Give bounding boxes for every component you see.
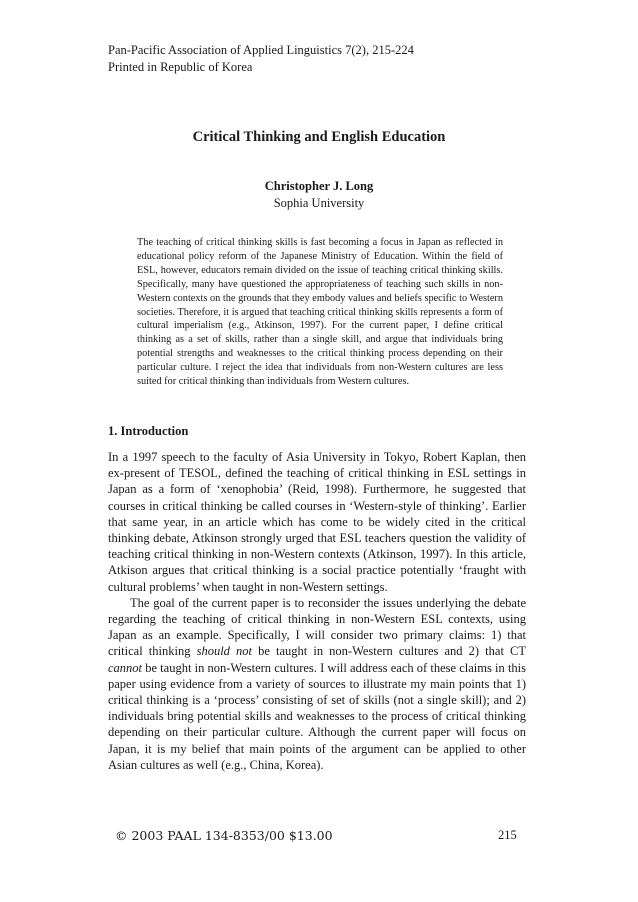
section-heading: 1. Introduction xyxy=(108,424,189,438)
paper-title: Critical Thinking and English Education xyxy=(192,129,446,145)
paragraph-1: In a 1997 speech to the faculty of Asia University in Tokyo, Robert Kaplan, then ex-present of TESOL, defined the teaching of critical thinking in ESL settings in Japan as a form of ‘xenophobia’ (Reid, 1998). Furthermore, he suggested that courses in critical thinking be called courses in ‘Western-style of thinking’. Earlier that same year, in an article which has come to be widely cited in the critical thinking debate, Atkinson strongly urged that ESL teachers question the validity of teaching critical thinking in non-Western contexts (Atkinson, 1997). In this article, Atkison argues that critical thinking is a social practice potentially ‘fraught with cultural problems’ when taught in non-Western settings. xyxy=(108,450,526,594)
paragraph-2-part-2: be taught in non-Western cultures and 2) that CT xyxy=(252,644,526,659)
journal-citation: Pan-Pacific Association of Applied Linguistics 7(2), 215-224 xyxy=(108,43,414,57)
paragraph-2 xyxy=(108,595,526,773)
author-affiliation: Sophia University xyxy=(273,196,365,210)
body-text xyxy=(108,449,526,773)
emphasis-cannot: cannot xyxy=(108,660,143,675)
author-name: Christopher J. Long xyxy=(264,179,374,193)
emphasis-should-not: should not xyxy=(196,644,252,659)
page-number: 215 xyxy=(498,828,517,842)
paragraph-2-part-1: The goal of the current paper is to reconsider the issues underlying the debate regarding the teaching of critical thinking in non-Western ESL contexts, using Japan as an example. Specifically, I will consider two primary claims: 1) that critical thinking xyxy=(108,595,526,659)
printed-location: Printed in Republic of Korea xyxy=(108,60,253,74)
copyright-line: © 2003 PAAL 134-8353/00 $13.00 xyxy=(115,828,333,843)
abstract: The teaching of critical thinking skills is fast becoming a focus in Japan as reflected in educational policy reform of the Japanese Ministry of Education. Within the field of ESL, however, educators remain divided on the issue of teaching critical thinking skills. Specifically, many have questioned the appropriateness of teaching such skills in non-Western contexts on the grounds that they embody values and beliefs specific to Western societies. Therefore, it is argued that teaching critical thinking skills represents a form of cultural imperialism (e.g., Atkinson, 1997). For the current paper, I define critical thinking as a set of skills, rather than a single skill, and argue that individuals bring potential strengths and weaknesses to the critical thinking process depending on their particular culture. I reject the idea that individuals from non-Western cultures are less suited for critical thinking than individuals from Western cultures. xyxy=(137,237,503,388)
journal-header xyxy=(108,42,414,76)
paragraph-2-part-3: be taught in non-Western cultures. I will address each of these claims in this paper using evidence from a variety of sources to illustrate my main points that 1) critical thinking is a ‘process’ consisting of set of skills (not a single skill); and 2) individuals bring potential skills and weaknesses to the process of critical thinking depending on their particular culture. Although the current paper will focus on Japan, it is my belief that main points of the argument can be applied to other Asian cultures as well (e.g., China, Korea). xyxy=(108,660,526,772)
